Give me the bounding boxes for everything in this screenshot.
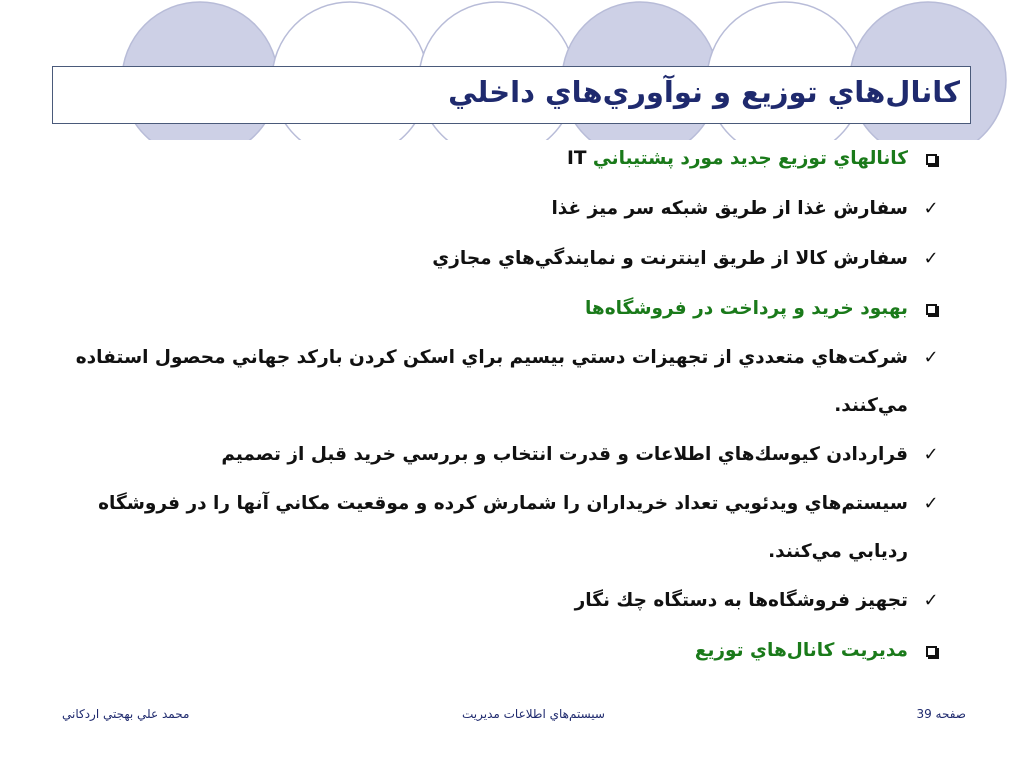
checkmark-icon: ✓ — [923, 198, 939, 219]
bullet-heading: كانالهاي توزيع جديد مورد پشتيباني IT — [50, 134, 960, 184]
bullet-check: ✓ سفارش كالا از طريق اينترنت و نمايندگي‌هاي مجازي — [50, 234, 960, 284]
checkmark-icon: ✓ — [923, 444, 939, 465]
checkbox-square-icon — [916, 626, 946, 676]
bullet-check: ✓ سفارش غذا از طريق شبكه سر ميز غذا — [50, 184, 960, 234]
footer-page-number: صفحه 39 — [916, 707, 966, 721]
slide-title: كانال‌هاي توزيع و نوآوري‌هاي داخلي — [448, 75, 960, 109]
bullet-check: ✓ شركت‌هاي متعددي از تجهيزات دستي بيسيم براي اسكن كردن باركد جهاني محصول استفاده مي‌كنند. — [50, 334, 960, 430]
bullet-check: ✓ تجهيز فروشگاه‌ها به دستگاه چك نگار — [50, 576, 960, 626]
title-box — [52, 66, 971, 124]
checkmark-icon: ✓ — [923, 347, 939, 368]
checkbox-square-icon — [916, 134, 946, 184]
checkmark-icon: ✓ — [923, 493, 939, 514]
checkmark-icon: ✓ — [923, 248, 939, 269]
bullet-heading: بهبود خريد و پرداخت در فروشگاه‌ها — [50, 284, 960, 334]
checkmark-icon: ✓ — [923, 590, 939, 611]
it-label: IT — [566, 148, 587, 169]
bullet-heading: مديريت كانال‌هاي توزيع — [50, 626, 960, 676]
bullet-list — [50, 134, 960, 676]
bullet-check: ✓ قراردادن كيوسك‌هاي اطلاعات و قدرت انتخاب و بررسي خريد قبل از تصميم — [50, 430, 960, 480]
bullet-check: ✓ سيستم‌هاي ويدئويي تعداد خريداران را شمارش كرده و موقعيت مكاني آنها را در فروشگاه رديابي مي‌كنند. — [50, 480, 960, 576]
checkbox-square-icon — [916, 284, 946, 334]
footer-author: محمد علي بهجتي اردكاني — [62, 707, 190, 721]
footer-course-title: سيستم‌هاي اطلاعات مديريت — [462, 707, 605, 721]
